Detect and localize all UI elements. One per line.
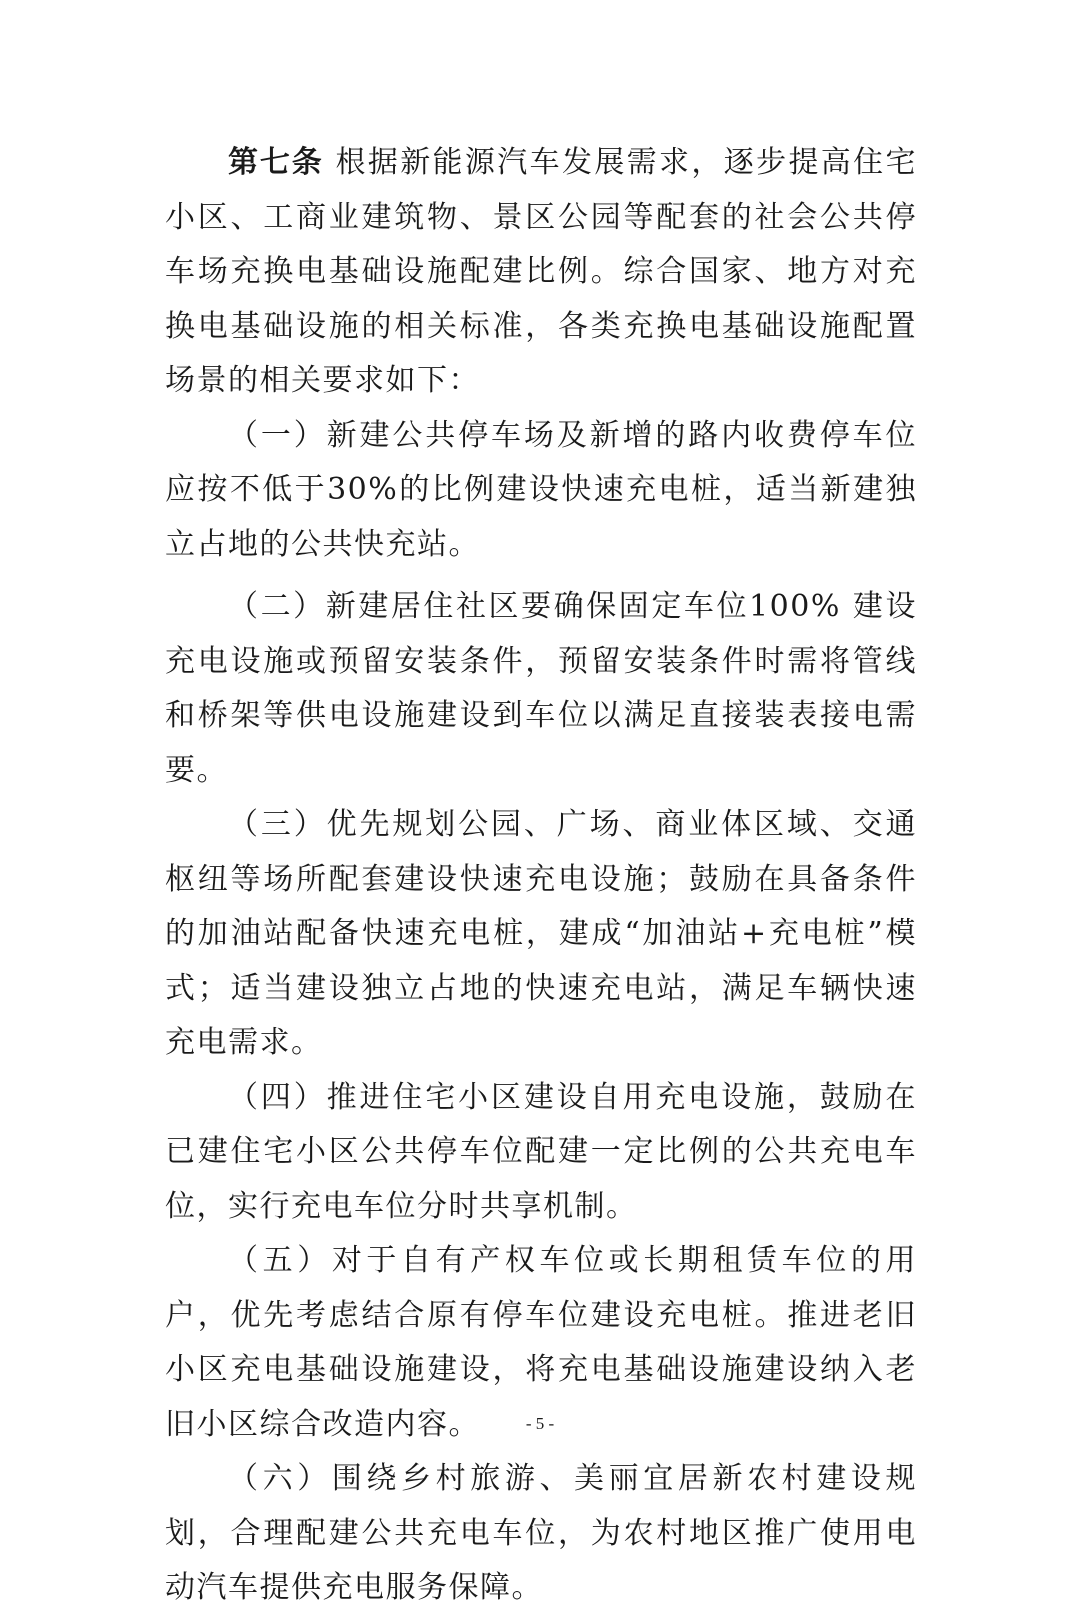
item-paragraph-5: （五）对于自有产权车位或长期租赁车位的用户，优先考虑结合原有停车位建设充电桩。推进老旧小区充电基础设施建设，将充电基础设施建设纳入老旧小区综合改造内容。 bbox=[165, 1243, 917, 1442]
article-intro: 根据新能源汽车发展需求，逐步提高住宅小区、工商业建筑物、景区公园等配套的社会公共停车场充换电基础设施配建比例。综合国家、地方对充换电基础设施的相关标准，各类充换电基础设施配置场景的相关要求如下： bbox=[165, 145, 918, 398]
item-paragraph-4: （四）推进住宅小区建设自用充电设施，鼓励在已建住宅小区公共停车位配建一定比例的公共充电车位，实行充电车位分时共享机制。 bbox=[165, 1079, 917, 1224]
page-number: - 5 - bbox=[525, 1414, 555, 1433]
item-paragraph-1: （一）新建公共停车场及新增的路内收费停车位应按不低于30%的比例建设快速充电桩，适当新建独立占地的公共快充站。 bbox=[165, 417, 917, 562]
item-paragraph-6: （六）围绕乡村旅游、美丽宜居新农村建设规划，合理配建公共充电车位，为农村地区推广使用电动汽车提供充电服务保障。 bbox=[165, 1461, 917, 1605]
article-heading: 第七条 bbox=[228, 145, 324, 180]
item-paragraph-3: （三）优先规划公园、广场、商业体区域、交通枢纽等场所配套建设快速充电设施；鼓励在具备条件的加油站配备快速充电桩，建成“加油站+充电桩”模式；适当建设独立占地的快速充电站，满足车辆快速充电需求。 bbox=[165, 807, 917, 1060]
article-paragraph bbox=[165, 136, 917, 409]
document-body bbox=[165, 136, 917, 1616]
item-paragraph-2: （二）新建居住社区要确保固定车位100% 建设充电设施或预留安装条件，预留安装条件时需将管线和桥架等供电设施建设到车位以满足直接装表接电需要。 bbox=[165, 589, 917, 788]
